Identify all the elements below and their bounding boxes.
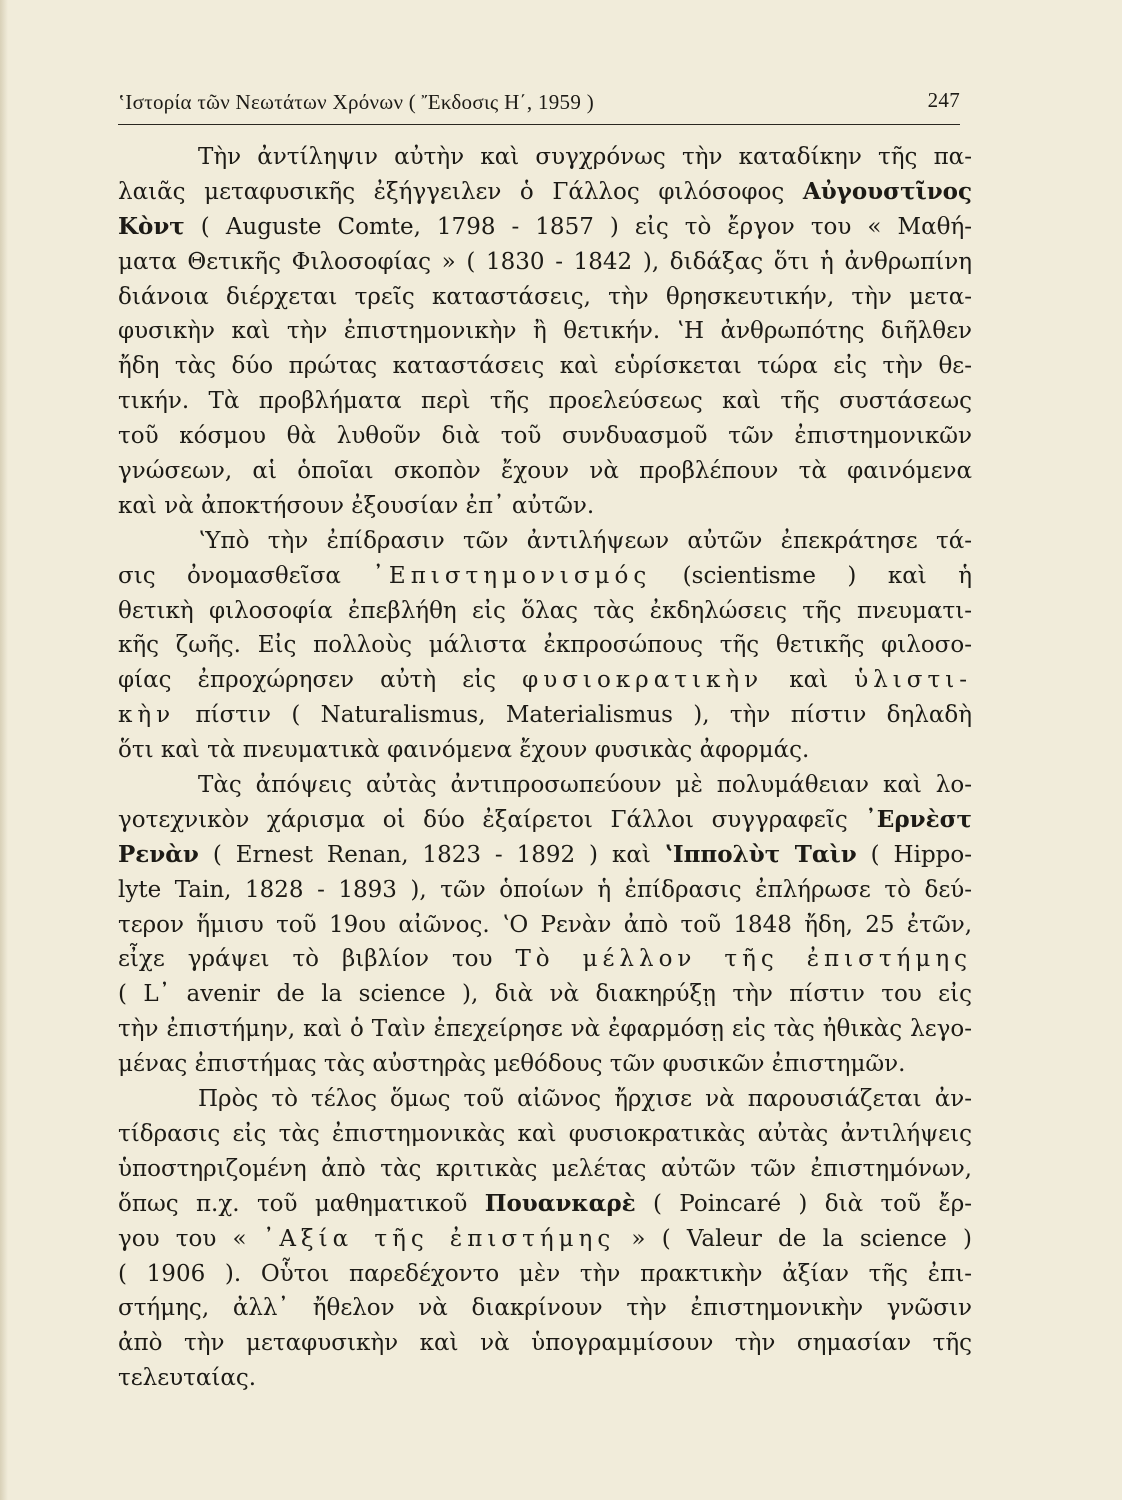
text-run: τοῦ κόσμου θὰ λυθοῦν διὰ τοῦ συνδυασμοῦ τῶν ἐπιστημονικῶν [118,423,972,450]
text-line [118,314,972,349]
text-run: στήμης, ἀλλ᾽ ἤθελον νὰ διακρίνουν τὴν ἐπιστημονικὴν γνῶσιν [118,1295,972,1322]
bold-name: Αὐγουστῖνος [802,177,972,205]
text-run: ματα Θετικῆς Φιλοσοφίας » ( 1830 - 1842 ), διδάξας ὅτι ἡ ἀνθρωπίνη [118,248,972,275]
text-line [118,524,972,559]
text-run: ʽΥπὸ τὴν ἐπίδρασιν τῶν ἀντιλήψεων αὐτῶν ἐπεκράτησε τά- [198,527,972,554]
text-run: ( L᾽ avenir de la science ), διὰ νὰ διακηρύξῃ τὴν πίστιν του εἰς [118,981,972,1008]
text-line [118,1361,972,1396]
text-run: ( 1906 ). Οὗτοι παρεδέχοντο μὲν τὴν πρακτικὴν ἀξίαν τῆς ἐπι- [118,1260,972,1287]
text-run: ἤδη τὰς δύο πρώτας καταστάσεις καὶ εὑρίσκεται τώρα εἰς τὴν θε- [118,353,972,380]
text-line [118,1222,972,1257]
spaced-emphasis: φυσιοκρατικὴν [522,667,764,694]
text-run: μένας ἐπιστήμας τὰς αὐστηρὰς μεθόδους τῶν φυσικῶν ἐπιστημῶν. [118,1051,906,1078]
text-line [118,489,972,524]
text-run: Πρὸς τὸ τέλος ὅμως τοῦ αἰῶνος ἤρχισε νὰ παρουσιάζεται ἀν- [198,1086,972,1113]
text-line [118,1187,972,1222]
paragraph [118,1082,972,1396]
text-line [118,768,972,803]
text-line [118,210,972,245]
spaced-emphasis: ὑλιστι- [854,667,972,694]
text-run: τικήν. Τὰ προβλήματα περὶ τῆς προελεύσεως καὶ τῆς συστάσεως [118,388,972,415]
text-run: γνώσεων, αἱ ὁποῖαι σκοπὸν ἔχουν νὰ προβλέπουν τὰ φαινόμενα [118,458,972,485]
text-run: εἶχε γράψει τὸ βιβλίον του [118,946,516,973]
text-line [118,1082,972,1117]
header-rule [118,124,960,125]
text-line [118,977,972,1012]
text-run: lyte Tain, 1828 - 1893 ), τῶν ὁποίων ἡ ἐπίδρασις ἐπλήρωσε τὸ δεύ- [118,876,972,903]
text-run: γου του « [118,1225,263,1252]
text-line [118,419,972,454]
paragraph [118,140,972,524]
running-title: ʽΙστορία τῶν Νεωτάτων Χρόνων ( Ἔκδοσις Η΄, 1959 ) [118,90,594,114]
text-run: σις ὀνομασθεῖσα [118,562,373,589]
bold-name: ʽΙππολὺτ Ταὶν [664,840,857,868]
spaced-emphasis: ᾽Αξία τῆς ἐπιστήμης [262,1225,616,1252]
text-line [118,384,972,419]
text-line [118,1291,972,1326]
text-line [118,908,972,943]
text-line [118,280,972,315]
text-line [118,663,972,698]
text-run: φίας ἐπροχώρησεν αὐτὴ εἰς [118,667,523,694]
text-run: καὶ νὰ ἀποκτήσουν ἐξουσίαν ἐπ᾽ αὐτῶν. [118,492,595,519]
text-line [118,140,972,175]
spaced-emphasis: κὴν [118,702,176,729]
text-run: διάνοια διέρχεται τρεῖς καταστάσεις, τὴν θρησκευτικήν, τὴν μετα- [118,283,972,310]
text-line [118,559,972,594]
text-line [118,1012,972,1047]
text-run: Τὴν ἀντίληψιν αὐτὴν καὶ συγχρόνως τὴν καταδίκην τῆς πα- [198,144,972,170]
text-run: λαιᾶς μεταφυσικῆς ἐξήγγειλεν ὁ Γάλλος φιλόσοφος [118,178,803,205]
text-line [118,454,972,489]
text-run: φυσικὴν καὶ τὴν ἐπιστημονικὴν ἢ θετικήν. ʽΗ ἀνθρωπότης διῆλθεν [118,318,972,345]
paragraph [118,524,972,768]
page-header [118,88,960,122]
text-run: καὶ [763,667,855,694]
bold-name: Πουανκαρὲ [484,1189,636,1217]
text-run: γοτεχνικὸν χάρισμα οἱ δύο ἐξαίρετοι Γάλλοι συγγραφεῖς [118,806,866,833]
text-line [118,628,972,663]
text-line [118,803,972,838]
text-run: τελευταίας. [118,1365,257,1392]
text-run: ὅπως π.χ. τοῦ μαθηματικοῦ [118,1190,485,1217]
text-line [118,245,972,280]
text-run: ( Ernest Renan, 1823 - 1892 ) καὶ [198,841,665,868]
bold-name: Κὸντ [118,212,185,240]
text-line [118,1117,972,1152]
text-run: τίδρασις εἰς τὰς ἐπιστημονικὰς καὶ φυσιοκρατικὰς αὐτὰς ἀντιλήψεις [118,1120,972,1147]
page-body [118,140,972,1396]
page-number: 247 [927,88,960,112]
text-run: τὴν ἐπιστήμην, καὶ ὁ Ταὶν ἐπεχείρησε νὰ ἐφαρμόσῃ εἰς τὰς ἠθικὰς λεγο- [118,1016,972,1043]
text-run: Τὰς ἀπόψεις αὐτὰς ἀντιπροσωπεύουν μὲ πολυμάθειαν καὶ λο- [198,772,972,799]
text-run: ( Auguste Comte, 1798 - 1857 ) εἰς τὸ ἔργον του « Μαθή- [184,213,972,240]
text-run: ὅτι καὶ τὰ πνευματικὰ φαινόμενα ἔχουν φυσικὰς ἀφορμάς. [118,737,810,764]
paragraph [118,768,972,1082]
text-line [118,349,972,384]
bold-name: Ρενὰν [118,840,199,868]
text-run: ὑποστηριζομένη ἀπὸ τὰς κριτικὰς μελέτας αὐτῶν τῶν ἐπιστημόνων, [118,1155,972,1182]
page-gutter-shadow [0,0,8,1500]
spaced-emphasis: Τὸ μέλλον τῆς ἐπιστήμης [515,946,972,973]
text-run: (scientisme ) καὶ ἡ [651,562,972,589]
text-line [118,1047,972,1082]
text-line [118,1152,972,1187]
text-run: τερον ἥμισυ τοῦ 19ου αἰῶνος. ʽΟ Ρενὰν ἀπὸ τοῦ 1848 ἤδη, 25 ἐτῶν, [118,911,972,938]
text-run: ( Hippo- [856,841,972,868]
text-run: κῆς ζωῆς. Εἰς πολλοὺς μάλιστα ἐκπροσώπους τῆς θετικῆς φιλοσο- [118,632,972,659]
text-run: ( Poincaré ) διὰ τοῦ ἔρ- [635,1190,972,1217]
text-run: θετικὴ φιλοσοφία ἐπεβλήθη εἰς ὅλας τὰς ἐκδηλώσεις τῆς πνευματι- [118,597,972,624]
text-line [118,698,972,733]
text-line [118,175,972,210]
spaced-emphasis: ᾽Επιστημονισμός [372,562,652,589]
text-line [118,733,972,768]
text-run: » ( Valeur de la science ) [615,1225,972,1252]
text-run: πίστιν ( Naturalismus, Materialismus ), τὴν πίστιν δηλαδὴ [175,702,972,729]
text-line [118,594,972,629]
text-run: ἀπὸ τὴν μεταφυσικὴν καὶ νὰ ὑπογραμμίσουν τὴν σημασίαν τῆς [118,1330,972,1357]
bold-name: ᾽Ερνὲστ [865,805,972,833]
text-line [118,942,972,977]
text-line [118,1257,972,1292]
text-line [118,838,972,873]
text-line [118,1326,972,1361]
text-line [118,873,972,908]
